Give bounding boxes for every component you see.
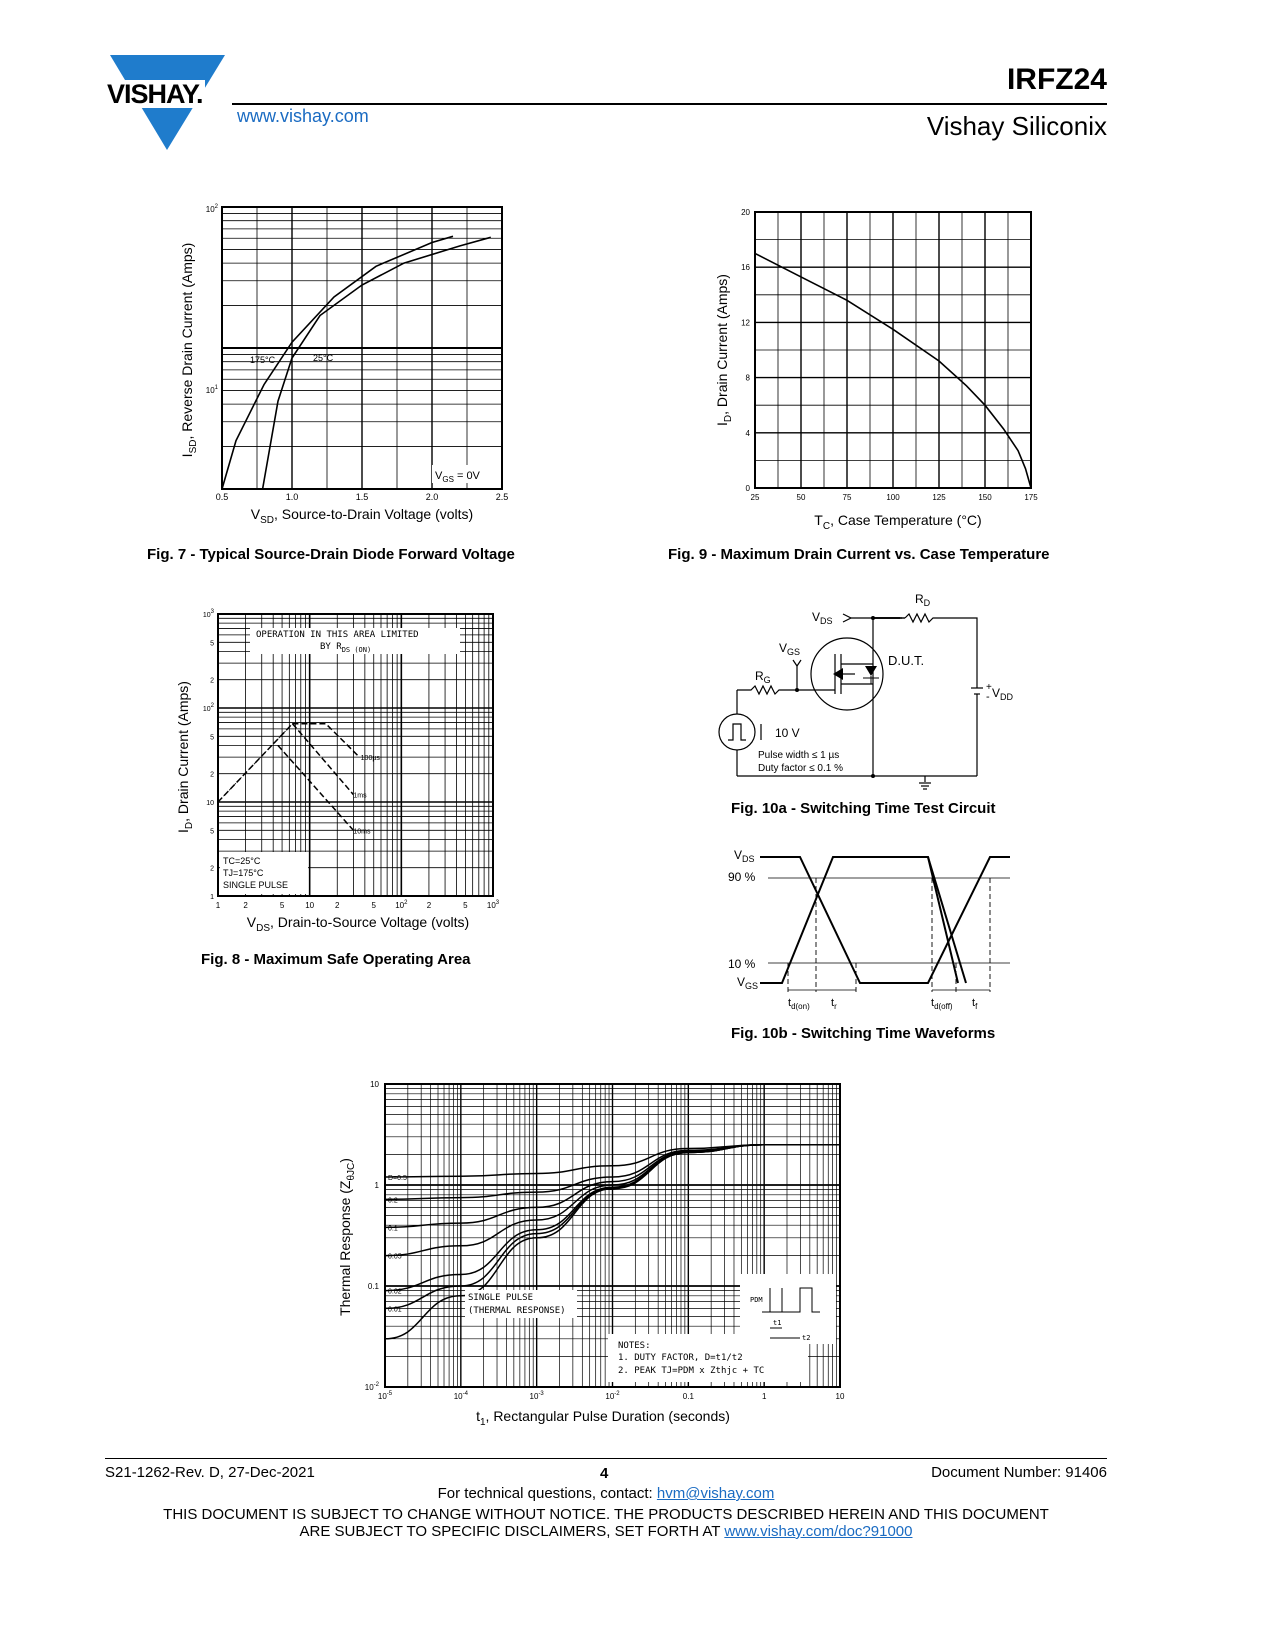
fig8-ytick: 103 bbox=[202, 609, 214, 619]
footer-disclaimer-1: THIS DOCUMENT IS SUBJECT TO CHANGE WITHOUT NOTICE. THE PRODUCTS DESCRIBED HEREIN AND THIS DOCUMENT bbox=[163, 1506, 1049, 1523]
fig8-ytick: 5 bbox=[210, 734, 214, 742]
fig7-condition: $V_{GS} = 0V$ bbox=[435, 470, 480, 484]
fig9-chart bbox=[710, 200, 1050, 535]
fig8-xtick: $10^3$ bbox=[486, 900, 500, 910]
fig11-xtick: 1 bbox=[761, 1392, 767, 1401]
fig8-xtick: 5 bbox=[463, 901, 468, 910]
website-link[interactable]: www.vishay.com bbox=[237, 106, 369, 126]
fig10a-vdd-minus: - bbox=[986, 691, 990, 703]
fig10b-tdoff-label: $t_{d(off)}$ bbox=[931, 997, 953, 1011]
fig11-ylabel: Thermal Response $(Z_{\theta JC})$ bbox=[337, 1158, 357, 1316]
fig8-annotation-line2: BY $R_{DS (ON)}$ bbox=[320, 642, 372, 654]
fig9-xtick: 100 bbox=[886, 493, 900, 502]
fig8-xtick: 2 bbox=[335, 901, 340, 910]
fig10a-vgs-label: $V_{GS}$ bbox=[779, 641, 801, 657]
fig10b-tf-label: $t_f$ bbox=[972, 997, 978, 1011]
fig9-ytick: 8 bbox=[745, 373, 750, 383]
fig8-condition: SINGLE PULSE bbox=[223, 880, 289, 890]
fig10a-vdd-label: $V_{DD}$ bbox=[992, 686, 1014, 702]
fig11-ytick: 1 bbox=[374, 1181, 379, 1190]
fig11-duty-label: 0.2 bbox=[388, 1197, 398, 1205]
fig11-t1: t1 bbox=[773, 1319, 782, 1327]
fig10a-duty: Duty factor ≤ 0.1 % bbox=[758, 763, 843, 774]
fig10a-vdd-plus: + bbox=[986, 682, 992, 693]
footer-rule bbox=[105, 1458, 1107, 1459]
fig7-ylabel: $I_{SD}$, Reverse Drain Current (Amps) bbox=[179, 242, 199, 458]
fig8-ytick: 2 bbox=[210, 677, 214, 685]
fig11-ytick: 10 bbox=[370, 1080, 379, 1089]
fig10b-10-label: 10 % bbox=[728, 957, 756, 971]
footer-disclaimer-2 bbox=[0, 1523, 1212, 1540]
fig7-xtick: 1.5 bbox=[355, 492, 369, 502]
fig9-ytick: 0 bbox=[745, 484, 750, 493]
footer-doc-number: Document Number: 91406 bbox=[931, 1464, 1107, 1481]
fig11-pdm: PDM bbox=[750, 1296, 763, 1304]
fig11-xtick: $10^{-3}$ bbox=[529, 1391, 544, 1401]
fig8-xtick: 5 bbox=[371, 901, 376, 910]
fig8-xtick: 2 bbox=[243, 901, 248, 910]
fig8-condition: TC=25°C bbox=[223, 856, 261, 866]
fig11-chart bbox=[330, 1072, 850, 1432]
fig8-series-line bbox=[218, 724, 360, 802]
fig10b-vgs-label: $V_{GS}$ bbox=[737, 975, 759, 991]
fig11-duty-label: 0.02 bbox=[388, 1288, 402, 1296]
fig10a-rd-label: $R_D$ bbox=[915, 592, 931, 608]
fig10b-waveforms bbox=[720, 840, 1020, 1020]
fig7-chart bbox=[170, 195, 530, 535]
fig9-xtick: 75 bbox=[842, 493, 852, 502]
fig11-xtick: $10^{-5}$ bbox=[377, 1391, 393, 1401]
fig10a-dut-label: D.U.T. bbox=[888, 653, 925, 668]
fig8-xtick: 2 bbox=[426, 901, 432, 910]
fig8-xtick: 10 bbox=[305, 901, 315, 910]
fig9-xlabel: $T_C$, Case Temperature (°C) bbox=[814, 512, 982, 532]
fig9-xtick: 25 bbox=[750, 493, 760, 502]
fig11-xtick: 10 bbox=[835, 1392, 845, 1401]
fig9-xtick: 175 bbox=[1024, 493, 1038, 502]
fig7-label-175c: 175°C bbox=[250, 355, 276, 365]
fig10b-tr-label: $t_r$ bbox=[831, 997, 837, 1011]
fig10a-vds-label: $V_{DS}$ bbox=[812, 610, 833, 626]
footer-email-link[interactable]: hvm@vishay.com bbox=[656, 1485, 775, 1502]
fig8-pulse-label: 10ms bbox=[353, 828, 371, 836]
fig8-caption: Fig. 8 - Maximum Safe Operating Area bbox=[201, 951, 471, 968]
fig11-duty-label: 0.1 bbox=[388, 1225, 398, 1233]
fig11-xlabel: $t_1$, Rectangular Pulse Duration (seconds) bbox=[476, 1408, 730, 1428]
fig7-xtick: 2.0 bbox=[425, 492, 439, 502]
company-name: Vishay Siliconix bbox=[926, 111, 1107, 141]
footer-page-number: 4 bbox=[600, 1465, 609, 1482]
fig9-xtick: 50 bbox=[796, 493, 806, 502]
fig8-series-line bbox=[293, 724, 354, 795]
fig8-xtick: $10^2$ bbox=[395, 900, 408, 910]
fig8-ytick: 102 bbox=[202, 703, 214, 713]
fig8-xtick: 5 bbox=[279, 901, 285, 910]
fig8-ylabel: $I_D$, Drain Current (Amps) bbox=[175, 681, 195, 833]
fig7-ytick: $10^1$ bbox=[205, 385, 218, 395]
fig10b-caption: Fig. 10b - Switching Time Waveforms bbox=[731, 1025, 996, 1042]
fig11-duty-label: D=0.5 bbox=[388, 1175, 407, 1183]
footer-questions bbox=[0, 1485, 1212, 1502]
part-number: IRFZ24 bbox=[1006, 63, 1107, 96]
fig11-notes: NOTES: bbox=[618, 1341, 651, 1351]
footer-questions-text: For technical questions, contact: bbox=[437, 1485, 657, 1502]
fig8-pulse-label: 100µs bbox=[360, 755, 380, 763]
fig10a-circuit bbox=[715, 590, 1035, 790]
fig8-xtick: 1 bbox=[215, 901, 221, 910]
footer-disclaimer-link[interactable]: www.vishay.com/doc?91000 bbox=[724, 1523, 913, 1540]
footer-revision: S21-1262-Rev. D, 27-Dec-2021 bbox=[105, 1464, 315, 1481]
fig11-ytick: 0.1 bbox=[367, 1282, 379, 1291]
fig10b-tdon-label: $t_{d(on)}$ bbox=[788, 997, 810, 1011]
logo-text: VISHAY. bbox=[107, 79, 203, 109]
header-rule bbox=[232, 103, 1107, 105]
fig8-xlabel: $V_{DS}$, Drain-to-Source Voltage (volts) bbox=[246, 914, 470, 934]
fig11-xtick: $10^{-2}$ bbox=[605, 1391, 620, 1401]
fig11-duty-label: 0.05 bbox=[388, 1253, 402, 1261]
fig9-ytick: 4 bbox=[745, 428, 750, 438]
fig7-xtick: 0.5 bbox=[215, 492, 229, 502]
footer-disclaimer-2-text: ARE SUBJECT TO SPECIFIC DISCLAIMERS, SET FORTH AT bbox=[299, 1523, 725, 1540]
fig9-ylabel: $I_D$, Drain Current (Amps) bbox=[714, 274, 734, 426]
fig11-duty-label: 0.01 bbox=[388, 1306, 402, 1314]
fig7-xtick: 1.0 bbox=[285, 492, 299, 502]
fig10b-90-label: 90 % bbox=[728, 870, 756, 884]
fig11-xtick: $10^{-4}$ bbox=[453, 1391, 468, 1401]
fig7-ytick: $10^2$ bbox=[205, 204, 218, 214]
fig11-thermal-response: (THERMAL RESPONSE) bbox=[468, 1306, 566, 1316]
fig11-note1: 1. DUTY FACTOR, D=t1/t2 bbox=[618, 1353, 743, 1363]
fig10b-vds-label: $V_{DS}$ bbox=[734, 848, 755, 864]
fig8-ytick: 2 bbox=[210, 865, 214, 873]
fig9-ytick: 12 bbox=[741, 318, 750, 328]
fig8-ytick: 1 bbox=[210, 894, 214, 901]
fig9-ytick: 20 bbox=[741, 208, 750, 217]
fig8-ytick: 5 bbox=[210, 828, 214, 836]
fig8-chart bbox=[170, 602, 515, 942]
fig8-ytick: 10 bbox=[206, 800, 214, 807]
fig11-note2: 2. PEAK TJ=PDM x Zthjc + TC bbox=[618, 1366, 765, 1376]
fig7-label-25c: 25°C bbox=[313, 353, 334, 363]
fig8-annotation-line1: OPERATION IN THIS AREA LIMITED bbox=[256, 630, 419, 640]
fig10a-rg-label: $R_G$ bbox=[755, 669, 771, 685]
fig9-ytick: 16 bbox=[741, 263, 750, 273]
fig7-xtick: 2.5 bbox=[495, 492, 509, 502]
fig9-xtick: 125 bbox=[932, 493, 946, 502]
fig8-pulse-label: 1ms bbox=[353, 792, 367, 800]
fig8-condition: TJ=175°C bbox=[223, 868, 264, 878]
fig10a-caption: Fig. 10a - Switching Time Test Circuit bbox=[731, 800, 996, 817]
fig9-xtick: 150 bbox=[978, 493, 992, 502]
fig9-caption: Fig. 9 - Maximum Drain Current vs. Case Temperature bbox=[668, 546, 1050, 563]
fig8-ytick: 5 bbox=[210, 640, 214, 648]
fig10a-pulse-width: Pulse width ≤ 1 µs bbox=[758, 750, 840, 761]
fig7-caption: Fig. 7 - Typical Source-Drain Diode Forward Voltage bbox=[147, 546, 515, 563]
fig11-single-pulse: SINGLE PULSE bbox=[468, 1293, 534, 1303]
fig11-t2: t2 bbox=[802, 1334, 811, 1342]
fig7-curve-25c bbox=[263, 237, 491, 489]
fig11-xtick: 0.1 bbox=[682, 1392, 694, 1401]
fig8-ytick: 2 bbox=[210, 771, 214, 779]
fig7-xlabel: $V_{SD}$, Source-to-Drain Voltage (volts) bbox=[250, 506, 474, 526]
fig11-ytick: $10^{-2}$ bbox=[364, 1382, 379, 1392]
fig10a-pulse-voltage: 10 V bbox=[775, 726, 800, 740]
